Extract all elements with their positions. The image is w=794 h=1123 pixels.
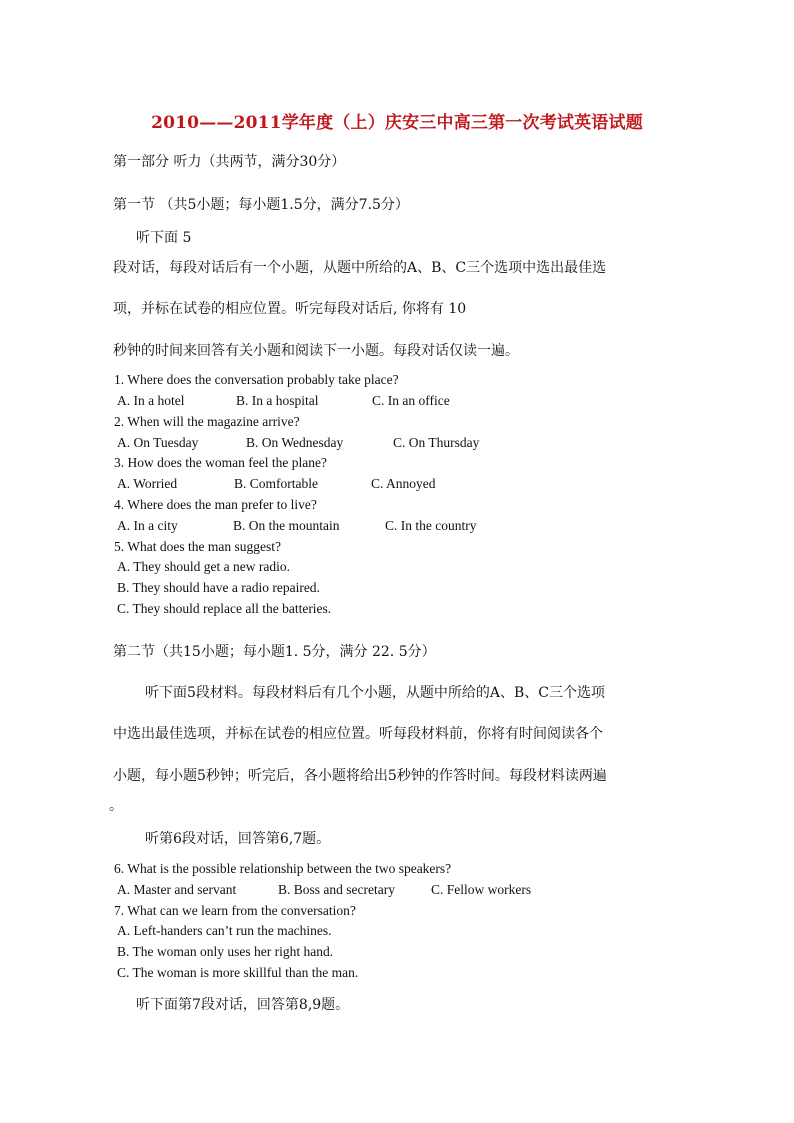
- question-6: 6. What is the possible relationship between the two speakers?: [114, 861, 452, 876]
- exam-title: 2010——2011学年度（上）庆安三中高三第一次考试英语试题: [151, 113, 643, 133]
- option-c: C. Annoyed: [371, 476, 436, 491]
- dialog7-instruction: 听下面第7段对话，回答第8,9题。: [136, 997, 350, 1013]
- question-2: 2. When will the magazine arrive?: [114, 414, 300, 429]
- option-b: B. On Wednesday: [246, 435, 344, 450]
- option-a: A. On Tuesday: [117, 435, 199, 450]
- option-a: A. In a hotel: [117, 393, 185, 408]
- question-5: 5. What does the man suggest?: [114, 539, 281, 554]
- section1-instruction-line3: 项，并标在试卷的相应位置。听完每段对话后, 你将有 10: [113, 301, 467, 317]
- section2-instruction-line2: 中选出最佳选项，并标在试卷的相应位置。听每段材料前，你将有时间阅读各个: [113, 726, 603, 742]
- part1-heading: 第一部分 听力（共两节，满分30分）: [113, 154, 346, 170]
- question-4-options: [117, 518, 717, 536]
- question-4: 4. Where does the man prefer to live?: [114, 497, 317, 512]
- option-c: C. In an office: [372, 393, 450, 408]
- section2-heading: 第二节（共15小题；每小题1. 5分，满分 22. 5分）: [113, 644, 436, 660]
- question-3-options: [117, 476, 717, 494]
- question-2-options: [117, 435, 717, 453]
- question-5-option-a: A. They should get a new radio.: [117, 559, 290, 574]
- option-b: B. Boss and secretary: [278, 882, 395, 897]
- section2-instruction-line3: 小题，每小题5秒钟；听完后，各小题将给出5秒钟的作答时间。每段材料读两遍: [113, 768, 607, 784]
- option-a: A. Master and servant: [117, 882, 237, 897]
- option-c: C. On Thursday: [393, 435, 480, 450]
- section1-instruction-line4: 秒钟的时间来回答有关小题和阅读下一小题。每段对话仅读一遍。: [113, 343, 519, 359]
- option-b: B. Comfortable: [234, 476, 318, 491]
- option-a: A. Worried: [117, 476, 178, 491]
- option-b: B. On the mountain: [233, 518, 340, 533]
- section2-instruction-line1: 听下面5段材料。每段材料后有几个小题，从题中所给的A、B、C三个选项: [145, 685, 606, 701]
- question-1: 1. Where does the conversation probably take place?: [114, 372, 399, 387]
- dialog6-instruction: 听第6段对话，回答第6,7题。: [145, 831, 331, 847]
- question-7: 7. What can we learn from the conversation?: [114, 903, 356, 918]
- section2-instruction-line4: 。: [109, 798, 123, 814]
- question-5-option-b: B. They should have a radio repaired.: [117, 580, 320, 595]
- option-a: A. In a city: [117, 518, 178, 533]
- option-c: C. Fellow workers: [431, 882, 532, 897]
- question-1-options: [117, 393, 717, 411]
- question-6-options: [117, 882, 717, 900]
- question-5-option-c: C. They should replace all the batteries.: [117, 601, 332, 616]
- question-7-option-b: B. The woman only uses her right hand.: [117, 944, 334, 959]
- section1-instruction-line2: 段对话，每段对话后有一个小题，从题中所给的A、B、C三个选项中选出最佳选: [113, 260, 607, 276]
- question-7-option-c: C. The woman is more skillful than the man.: [117, 965, 359, 980]
- question-3: 3. How does the woman feel the plane?: [114, 455, 327, 470]
- section1-instruction-line1: 听下面 5: [136, 230, 192, 246]
- question-7-option-a: A. Left-handers can’t run the machines.: [117, 923, 332, 938]
- option-c: C. In the country: [385, 518, 477, 533]
- option-b: B. In a hospital: [236, 393, 319, 408]
- section1-heading: 第一节 （共5小题；每小题1.5分，满分7.5分）: [113, 197, 409, 213]
